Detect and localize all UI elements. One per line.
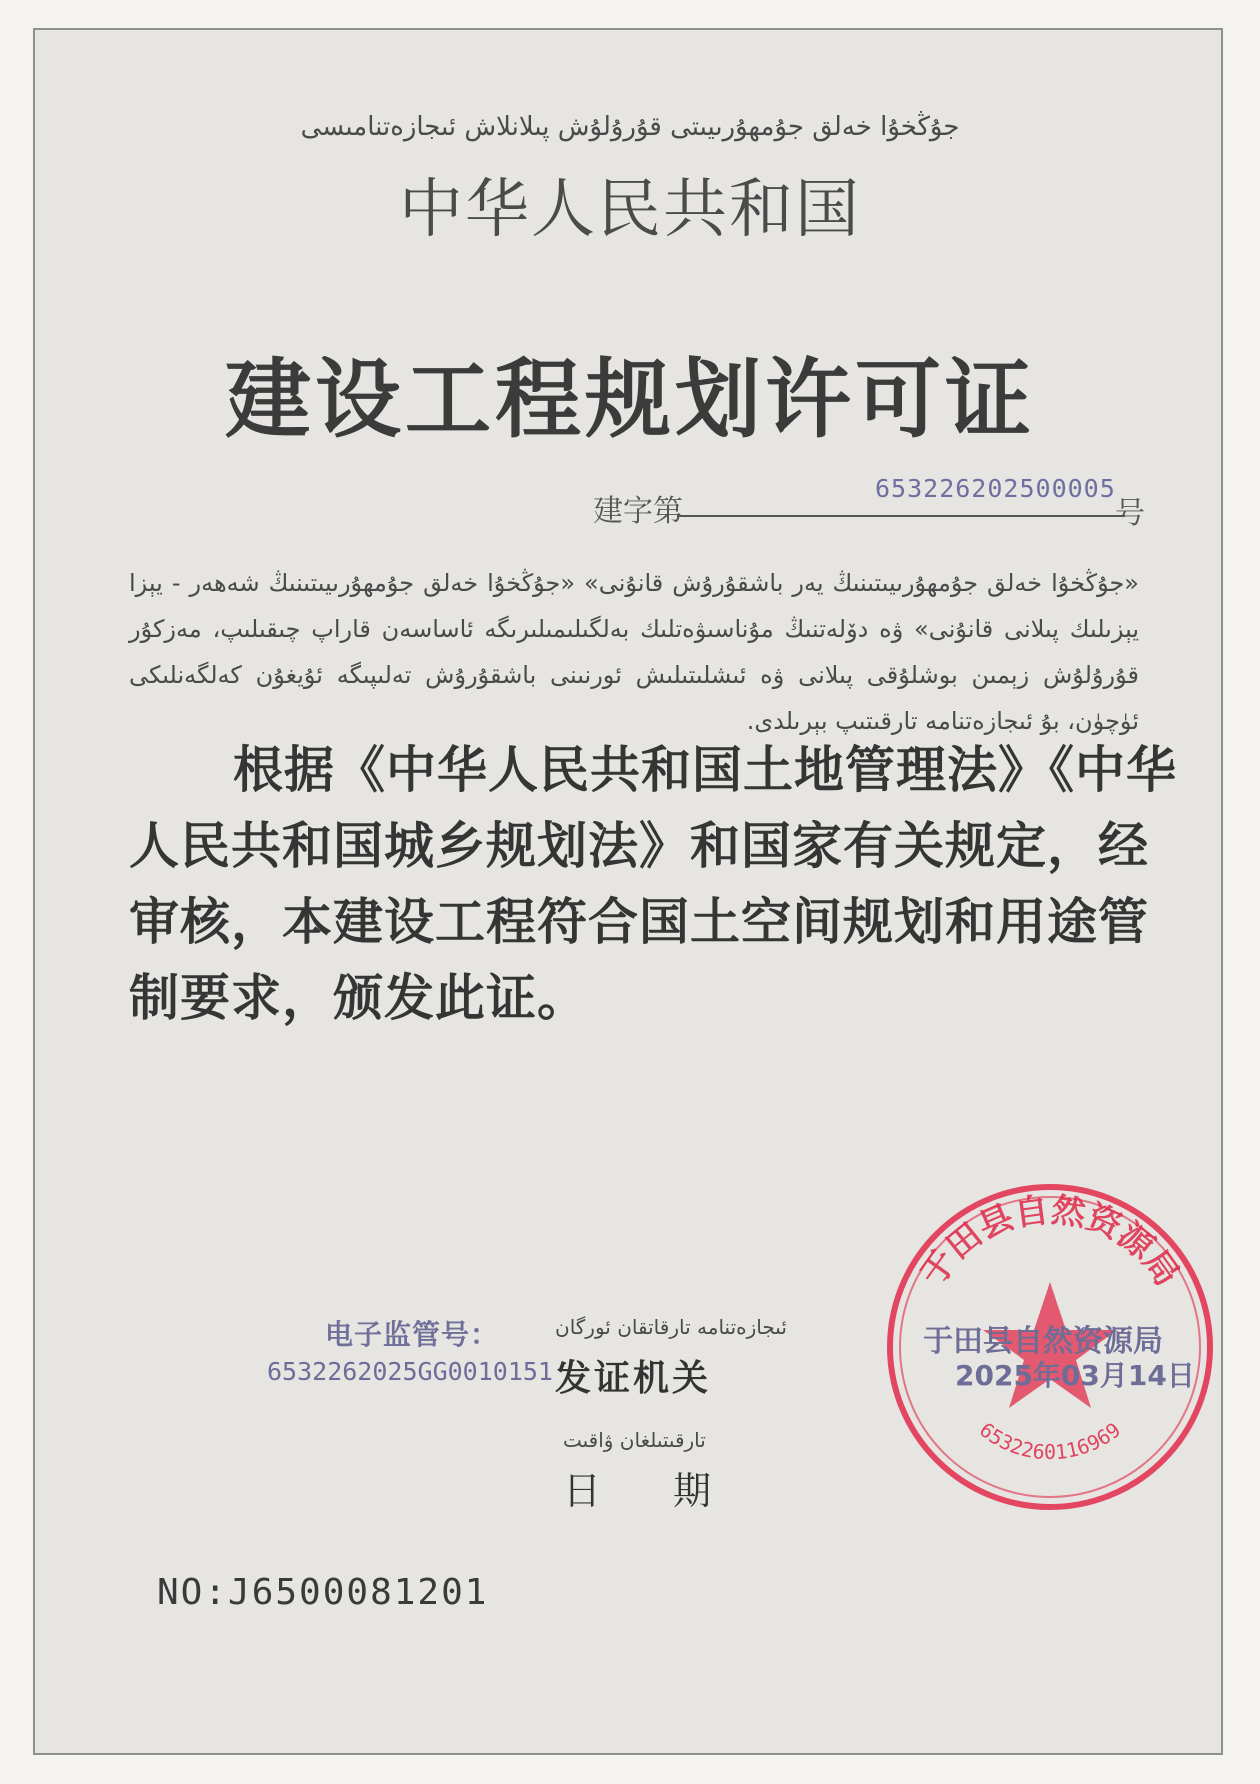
permit-number-line (677, 515, 1125, 517)
issue-date: 2025年03月14日 (955, 1359, 1195, 1392)
permit-number: 653226202500005 (875, 474, 1116, 503)
header-country: 中华人民共和国 (399, 173, 861, 247)
seal-ring-text: 于田县自然资源局 (913, 1190, 1187, 1294)
date-uyghur: تارقىتىلغان ۋاقىت (563, 1428, 706, 1452)
permit-prefix: 建字第 (593, 494, 683, 529)
body-text-content: 根据《中华人民共和国土地管理法》《中华人民共和国城乡规划法》和国家有关规定，经审核，本建设工程符合国土空间规划和用途管制要求，颁发此证。 (129, 741, 1177, 1027)
date-label: 日期 (563, 1469, 784, 1513)
document-title: 建设工程规划许可证 (225, 350, 1035, 450)
preamble-uyghur: «جۇڭخۇا خەلق جۇمھۇرىيىتىنىڭ يەر باشقۇرۇش قانۇنى» «جۇڭخۇا خەلق جۇمھۇرىيىتىنىڭ شەھەر - يېزا يېزىلىك پىلانى قانۇنى» ۋە دۆلەتنىڭ مۇناسىۋەتلىك بەلگىلىمىلىرىگە ئاساسەن قاراپ چىقىلىپ، مەزكۇر قۇرۇلۇش زېمىن بوشلۇقى پىلانى ۋە ئىشلىتىلىش ئورنىنى باشقۇرۇش تەلىپىگە ئۇيغۇن كەلگەنلىكى ئۈچۈن، بۇ ئىجازەتنامە تارقىتىپ بېرىلدى. (129, 569, 1139, 735)
serial-number: NO:J6500081201 (157, 1572, 489, 1613)
certificate-sheet (33, 28, 1223, 1755)
permit-suffix: 号 (1115, 496, 1145, 531)
seal-code: 6532260116969 (974, 1417, 1126, 1465)
supervision-number: 6532262025GG0010151 (267, 1357, 553, 1386)
issuer-label: 发证机关 (555, 1358, 712, 1399)
supervision-label: 电子监管号： (325, 1318, 500, 1351)
issuer-uyghur: ئىجازەتنامە تارقاتقان ئورگان (555, 1315, 787, 1339)
issuer-organization: 于田县自然资源局 (923, 1324, 1163, 1359)
body-text (129, 732, 1179, 1036)
header-uyghur: جۇڭخۇا خەلق جۇمھۇرىيىتى قۇرۇلۇش پىلانلاش ئىجازەتنامىسى (300, 112, 960, 142)
